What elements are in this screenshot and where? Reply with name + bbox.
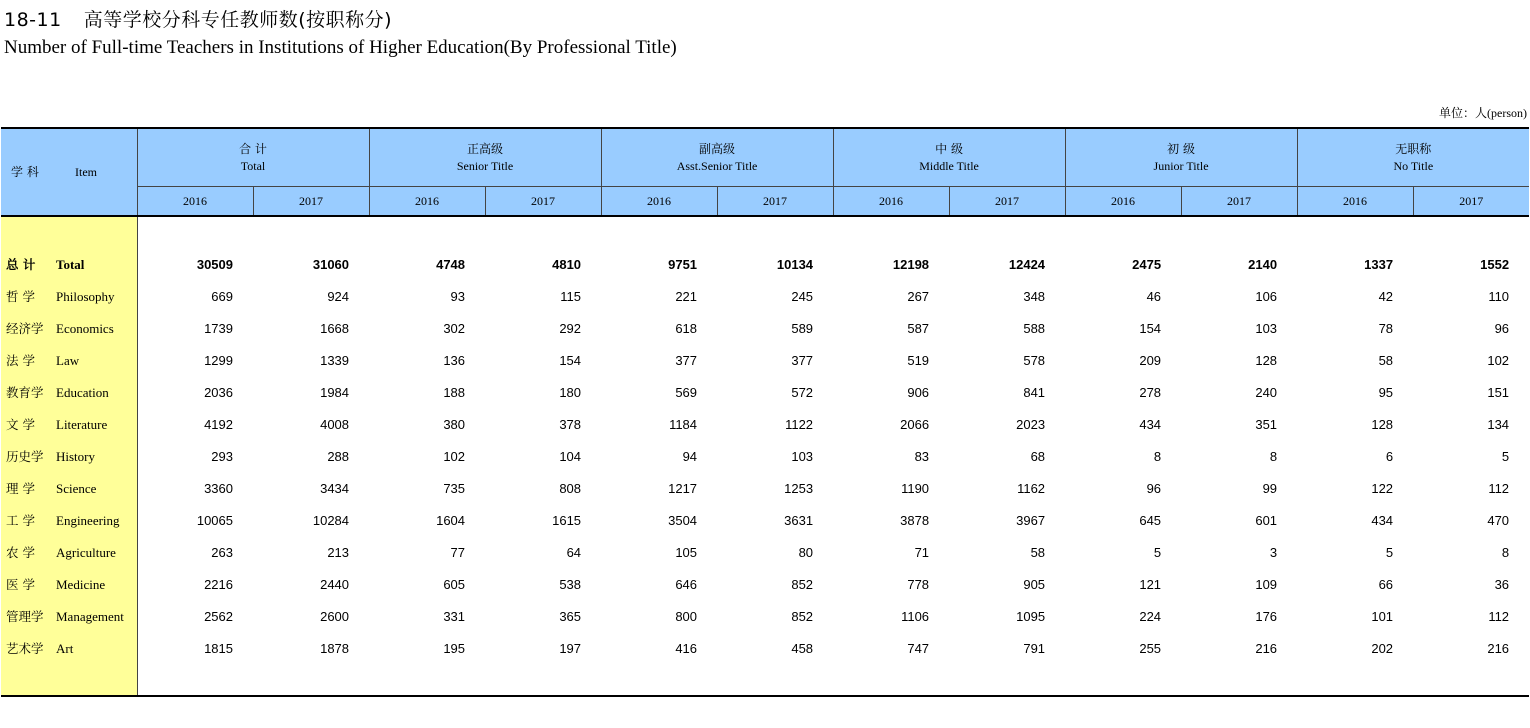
value-cell: 1299 <box>204 353 233 368</box>
item-name-cn: 教育学 <box>6 385 44 400</box>
value-cell: 841 <box>1023 385 1046 400</box>
group-header-en: Asst.Senior Title <box>676 158 758 173</box>
value-cell: 3878 <box>900 513 930 528</box>
group-header <box>369 128 601 187</box>
value-cell: 735 <box>443 481 466 496</box>
item-name-en: Philosophy <box>56 289 115 304</box>
value-cell: 245 <box>791 289 814 304</box>
year-header: 2016 <box>369 187 485 217</box>
value-cell: 101 <box>1371 609 1394 624</box>
table-title-chinese <box>4 5 392 32</box>
value-cell: 12198 <box>892 257 930 272</box>
value-cell: 331 <box>443 609 466 624</box>
value-cell: 288 <box>327 449 350 464</box>
item-name-cn: 历史学 <box>6 449 44 464</box>
group-header-cn: 中 级 <box>935 141 963 156</box>
value-cell: 569 <box>675 385 698 400</box>
value-cell: 10284 <box>312 513 350 528</box>
item-name-en: Science <box>56 481 97 496</box>
table-number: 18-11 <box>4 9 62 31</box>
value-cell: 122 <box>1371 481 1394 496</box>
value-cell: 195 <box>443 641 466 656</box>
value-cell: 42 <box>1378 289 1394 304</box>
item-name-cn: 文 学 <box>6 417 35 432</box>
table-row <box>1 441 1529 473</box>
item-name-en: History <box>56 449 95 464</box>
group-header-en: Senior Title <box>456 158 514 173</box>
value-cell: 778 <box>907 577 930 592</box>
item-cell <box>1 249 137 281</box>
item-name-cn: 艺术学 <box>6 641 44 656</box>
value-cell: 103 <box>791 449 814 464</box>
value-cell: 197 <box>559 641 582 656</box>
item-header-en: Item <box>75 164 97 179</box>
item-name-en: Management <box>56 609 124 624</box>
item-name-cn: 医 学 <box>6 577 35 592</box>
value-cell: 224 <box>1139 609 1162 624</box>
item-name-cn: 哲 学 <box>6 289 35 304</box>
value-cell: 3631 <box>784 513 814 528</box>
item-name-en: Economics <box>56 321 114 336</box>
item-header-cn: 学 科 <box>11 164 39 179</box>
empty-cell <box>137 665 1529 696</box>
value-cell: 58 <box>1030 545 1046 560</box>
table-row <box>1 409 1529 441</box>
group-header <box>833 128 1065 187</box>
value-cell: 263 <box>211 545 233 560</box>
value-cell: 348 <box>1023 289 1046 304</box>
value-cell: 10134 <box>776 257 814 272</box>
table-row <box>1 377 1529 409</box>
value-cell: 202 <box>1371 641 1394 656</box>
value-cell: 96 <box>1146 481 1162 496</box>
item-column-header <box>1 128 137 216</box>
value-cell: 3434 <box>320 481 350 496</box>
value-cell: 5 <box>1153 545 1162 560</box>
value-cell: 378 <box>559 417 582 432</box>
value-cell: 80 <box>798 545 814 560</box>
value-cell: 2600 <box>320 609 350 624</box>
value-cell: 8 <box>1501 545 1510 560</box>
year-header: 2017 <box>485 187 601 217</box>
item-cell <box>1 601 137 633</box>
value-cell: 924 <box>327 289 350 304</box>
value-cell: 221 <box>675 289 698 304</box>
table-row <box>1 313 1529 345</box>
value-cell: 30509 <box>196 257 233 272</box>
value-cell: 292 <box>559 321 582 336</box>
value-cell: 1878 <box>320 641 350 656</box>
value-cell: 1739 <box>204 321 233 336</box>
value-cell: 1339 <box>320 353 350 368</box>
value-cell: 216 <box>1487 641 1510 656</box>
value-cell: 151 <box>1487 385 1510 400</box>
value-cell: 605 <box>443 577 466 592</box>
item-cell <box>1 441 137 473</box>
group-header-en: No Title <box>1393 158 1434 173</box>
value-cell: 4192 <box>204 417 233 432</box>
value-cell: 800 <box>675 609 698 624</box>
year-header: 2016 <box>1065 187 1181 217</box>
value-cell: 589 <box>791 321 814 336</box>
value-cell: 1106 <box>901 609 930 624</box>
value-cell: 78 <box>1378 321 1394 336</box>
group-header-cn: 副高级 <box>699 141 736 156</box>
empty-cell <box>137 216 1529 249</box>
value-cell: 4008 <box>320 417 350 432</box>
item-cell <box>1 281 137 313</box>
value-cell: 209 <box>1139 353 1162 368</box>
item-name-cn: 理 学 <box>6 481 35 496</box>
group-header <box>1065 128 1297 187</box>
item-name-cn: 总 计 <box>6 257 36 272</box>
item-name-cn: 工 学 <box>6 513 35 528</box>
item-cell <box>1 537 137 569</box>
item-cell <box>1 505 137 537</box>
value-cell: 377 <box>675 353 698 368</box>
group-header-en: Total <box>240 158 266 173</box>
value-cell: 1984 <box>320 385 350 400</box>
value-cell: 1337 <box>1364 257 1394 272</box>
item-name-en: Art <box>56 641 74 656</box>
table-header <box>1 128 1529 216</box>
value-cell: 1615 <box>552 513 582 528</box>
value-cell: 267 <box>907 289 930 304</box>
value-cell: 71 <box>914 545 930 560</box>
item-name-en: Literature <box>56 417 108 432</box>
year-header: 2017 <box>717 187 833 217</box>
group-header <box>137 128 369 187</box>
item-name-en: Agriculture <box>56 545 116 560</box>
value-cell: 365 <box>559 609 582 624</box>
value-cell: 808 <box>559 481 582 496</box>
value-cell: 104 <box>559 449 582 464</box>
value-cell: 3967 <box>1016 513 1046 528</box>
value-cell: 134 <box>1487 417 1510 432</box>
item-cell <box>1 313 137 345</box>
item-name-en: Engineering <box>56 513 120 528</box>
item-cell-empty <box>1 665 137 696</box>
value-cell: 128 <box>1371 417 1394 432</box>
value-cell: 102 <box>443 449 466 464</box>
value-cell: 3360 <box>204 481 233 496</box>
value-cell: 8 <box>1269 449 1278 464</box>
value-cell: 434 <box>1371 513 1394 528</box>
value-cell: 2475 <box>1132 257 1162 272</box>
value-cell: 278 <box>1139 385 1162 400</box>
value-cell: 4748 <box>436 257 466 272</box>
value-cell: 601 <box>1255 513 1278 528</box>
value-cell: 128 <box>1255 353 1278 368</box>
value-cell: 416 <box>675 641 698 656</box>
value-cell: 1162 <box>1017 481 1046 496</box>
unit-label <box>1439 104 1527 121</box>
value-cell: 94 <box>682 449 698 464</box>
value-cell: 1122 <box>785 417 814 432</box>
year-header: 2016 <box>1297 187 1413 217</box>
value-cell: 136 <box>443 353 466 368</box>
title-cn-text: 高等学校分科专任教师数(按职称分) <box>83 9 393 31</box>
value-cell: 2140 <box>1248 257 1278 272</box>
value-cell: 791 <box>1023 641 1046 656</box>
table-row <box>1 633 1529 665</box>
value-cell: 3504 <box>668 513 698 528</box>
year-header: 2017 <box>253 187 369 217</box>
spacer-row <box>1 665 1529 696</box>
value-cell: 112 <box>1488 481 1510 496</box>
value-cell: 458 <box>791 641 814 656</box>
value-cell: 2440 <box>320 577 350 592</box>
value-cell: 115 <box>560 289 582 304</box>
value-cell: 10065 <box>196 513 233 528</box>
value-cell: 380 <box>443 417 466 432</box>
value-cell: 351 <box>1255 417 1278 432</box>
table-row <box>1 601 1529 633</box>
teachers-table <box>1 127 1529 697</box>
value-cell: 646 <box>675 577 698 592</box>
group-header <box>1297 128 1529 187</box>
value-cell: 176 <box>1255 609 1278 624</box>
group-header <box>601 128 833 187</box>
group-header-cn: 合 计 <box>239 141 267 156</box>
table-row <box>1 473 1529 505</box>
unit-cn: 单位：人 <box>1439 106 1488 120</box>
year-header: 2016 <box>833 187 949 217</box>
value-cell: 103 <box>1255 321 1278 336</box>
value-cell: 618 <box>675 321 698 336</box>
value-cell: 58 <box>1378 353 1394 368</box>
value-cell: 1190 <box>901 481 930 496</box>
value-cell: 588 <box>1023 321 1046 336</box>
value-cell: 213 <box>327 545 350 560</box>
value-cell: 293 <box>211 449 233 464</box>
value-cell: 3 <box>1269 545 1278 560</box>
group-header-en: Junior Title <box>1153 158 1209 173</box>
item-name-en: Law <box>56 353 80 368</box>
table-row <box>1 345 1529 377</box>
item-cell <box>1 569 137 601</box>
item-cell <box>1 377 137 409</box>
table-body <box>1 216 1529 696</box>
unit-en: (person) <box>1487 106 1527 120</box>
value-cell: 1668 <box>320 321 350 336</box>
value-cell: 216 <box>1255 641 1278 656</box>
value-cell: 240 <box>1255 385 1278 400</box>
value-cell: 121 <box>1139 577 1162 592</box>
value-cell: 154 <box>1139 321 1162 336</box>
year-header: 2017 <box>1181 187 1297 217</box>
item-name-cn: 经济学 <box>6 321 44 336</box>
value-cell: 645 <box>1139 513 1162 528</box>
value-cell: 46 <box>1146 289 1162 304</box>
value-cell: 1253 <box>784 481 814 496</box>
value-cell: 31060 <box>312 257 350 272</box>
table-title-english: Number of Full-time Teachers in Institutions of Higher Education(By Professional Title) <box>4 37 677 58</box>
value-cell: 66 <box>1378 577 1394 592</box>
value-cell: 8 <box>1153 449 1162 464</box>
group-header-en: Middle Title <box>919 158 979 173</box>
group-header-cn: 正高级 <box>467 141 504 156</box>
value-cell: 110 <box>1488 289 1510 304</box>
item-name-en: Medicine <box>56 577 106 592</box>
year-header: 2017 <box>1413 187 1529 217</box>
value-cell: 36 <box>1494 577 1510 592</box>
group-header-cn: 无职称 <box>1395 141 1432 156</box>
year-header: 2017 <box>949 187 1065 217</box>
value-cell: 905 <box>1023 577 1046 592</box>
value-cell: 538 <box>559 577 582 592</box>
value-cell: 109 <box>1255 577 1278 592</box>
item-cell <box>1 633 137 665</box>
item-cell <box>1 409 137 441</box>
value-cell: 102 <box>1487 353 1510 368</box>
item-name-cn: 法 学 <box>6 353 35 368</box>
value-cell: 1815 <box>204 641 233 656</box>
value-cell: 83 <box>914 449 930 464</box>
value-cell: 587 <box>907 321 930 336</box>
value-cell: 4810 <box>552 257 582 272</box>
value-cell: 434 <box>1139 417 1162 432</box>
value-cell: 1095 <box>1016 609 1046 624</box>
value-cell: 852 <box>791 577 814 592</box>
value-cell: 669 <box>211 289 233 304</box>
value-cell: 1552 <box>1480 257 1510 272</box>
value-cell: 99 <box>1262 481 1278 496</box>
value-cell: 747 <box>907 641 930 656</box>
table-row <box>1 281 1529 313</box>
value-cell: 906 <box>907 385 930 400</box>
value-cell: 6 <box>1385 449 1394 464</box>
value-cell: 12424 <box>1008 257 1046 272</box>
value-cell: 68 <box>1030 449 1046 464</box>
value-cell: 2036 <box>204 385 233 400</box>
value-cell: 1184 <box>669 417 698 432</box>
value-cell: 9751 <box>668 257 698 272</box>
value-cell: 95 <box>1378 385 1394 400</box>
year-header: 2016 <box>137 187 253 217</box>
value-cell: 255 <box>1139 641 1162 656</box>
value-cell: 1217 <box>668 481 698 496</box>
value-cell: 2216 <box>204 577 233 592</box>
table-row <box>1 569 1529 601</box>
table-row <box>1 249 1529 281</box>
value-cell: 77 <box>450 545 466 560</box>
item-cell <box>1 345 137 377</box>
value-cell: 188 <box>443 385 466 400</box>
value-cell: 2562 <box>204 609 233 624</box>
value-cell: 470 <box>1487 513 1510 528</box>
value-cell: 302 <box>443 321 466 336</box>
value-cell: 106 <box>1255 289 1278 304</box>
value-cell: 578 <box>1023 353 1046 368</box>
value-cell: 2023 <box>1016 417 1046 432</box>
item-cell-empty <box>1 216 137 249</box>
value-cell: 112 <box>1488 609 1510 624</box>
item-name-cn: 管理学 <box>6 609 44 624</box>
value-cell: 180 <box>559 385 582 400</box>
value-cell: 5 <box>1385 545 1394 560</box>
value-cell: 105 <box>675 545 698 560</box>
value-cell: 852 <box>791 609 814 624</box>
table-row <box>1 505 1529 537</box>
value-cell: 5 <box>1501 449 1510 464</box>
value-cell: 154 <box>559 353 582 368</box>
value-cell: 572 <box>791 385 814 400</box>
item-cell <box>1 473 137 505</box>
item-name-en: Total <box>56 257 85 272</box>
value-cell: 96 <box>1494 321 1510 336</box>
value-cell: 377 <box>791 353 814 368</box>
year-header: 2016 <box>601 187 717 217</box>
value-cell: 1604 <box>436 513 466 528</box>
value-cell: 93 <box>450 289 466 304</box>
table-row <box>1 537 1529 569</box>
value-cell: 519 <box>907 353 930 368</box>
value-cell: 64 <box>566 545 582 560</box>
spacer-row <box>1 216 1529 249</box>
item-name-en: Education <box>56 385 109 400</box>
value-cell: 2066 <box>900 417 930 432</box>
item-name-cn: 农 学 <box>6 545 35 560</box>
group-header-cn: 初 级 <box>1167 141 1195 156</box>
